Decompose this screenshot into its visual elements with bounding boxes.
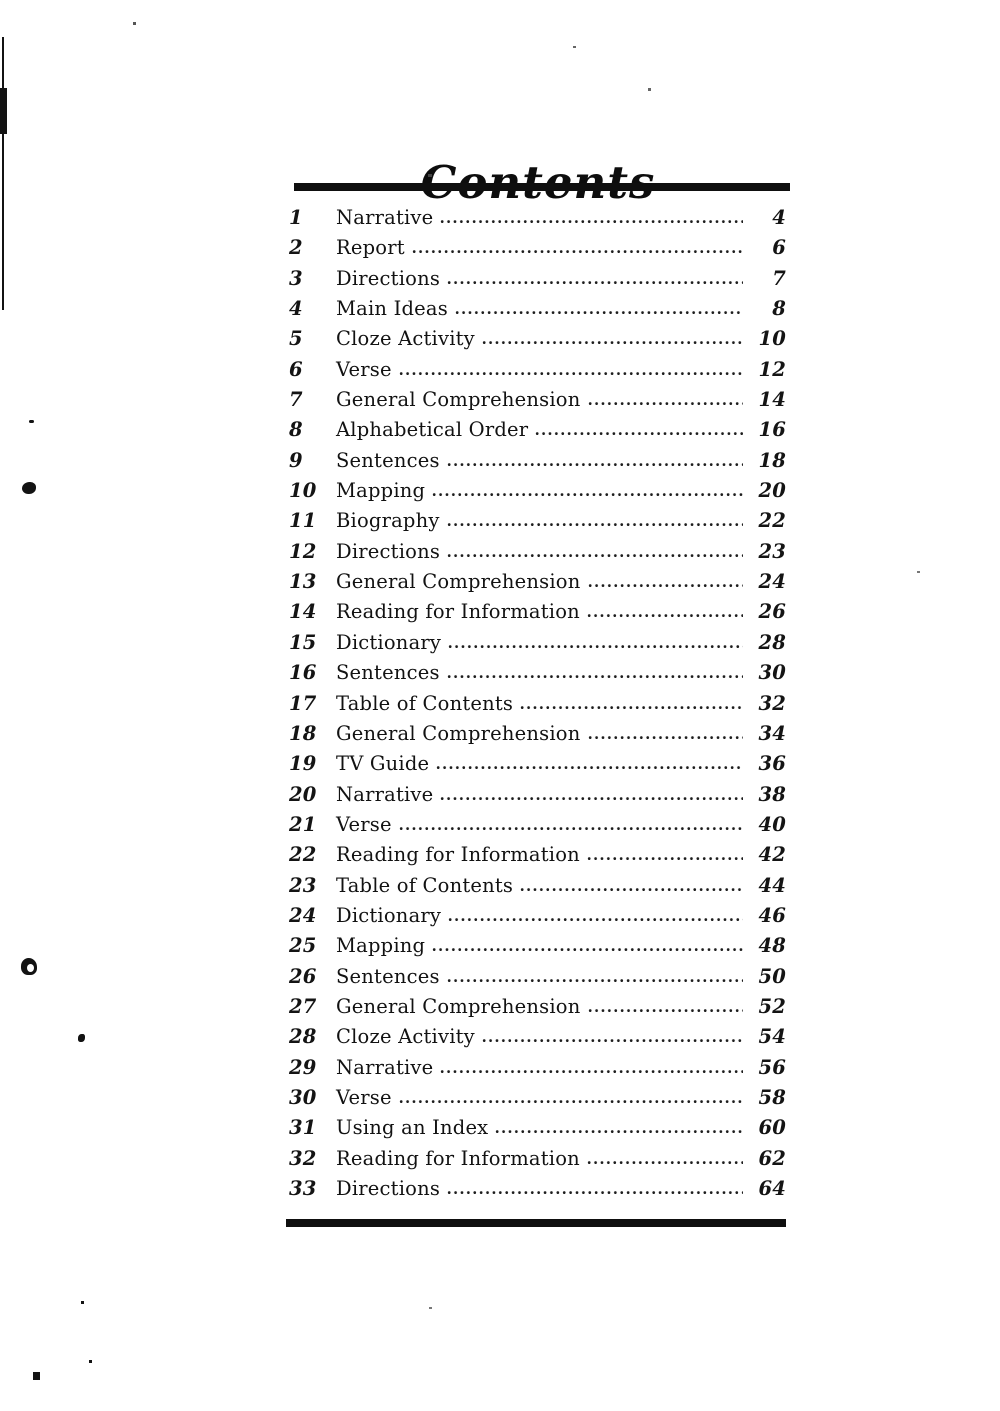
entry-title: General Comprehension [336,721,581,745]
ink-speck [33,1372,40,1380]
dot-leader [587,856,743,861]
dot-leader [432,492,743,497]
entry-page: 23 [758,539,786,563]
ink-speck [429,1307,432,1309]
entry-number: 20 [289,782,317,806]
entry-page: 20 [758,479,786,503]
entry-title: Cloze Activity [336,1025,475,1049]
entry-page: 38 [758,782,786,806]
toc-row [289,236,786,266]
toc-row [289,418,786,448]
entry-number: 21 [289,812,317,836]
entry-page: 26 [758,600,786,624]
entry-page: 4 [772,206,786,229]
dot-leader [399,371,743,376]
entry-title: Main Ideas [336,297,448,321]
toc-row [289,722,786,752]
entry-page: 64 [758,1177,786,1200]
entry-title: Reading for Information [336,1146,580,1170]
dot-leader [588,735,744,740]
toc-row [289,1056,786,1086]
toc-row [289,752,786,782]
ink-speck [78,1034,85,1042]
ink-speck [29,420,34,423]
entry-number: 16 [289,661,317,685]
toc-row [289,995,786,1025]
entry-page: 28 [758,630,786,654]
entry-title: Reading for Information [336,600,580,624]
dot-leader [447,1190,743,1195]
dot-leader [588,583,744,588]
dot-leader [535,431,743,436]
toc-row [289,813,786,843]
dot-leader [440,796,743,801]
entry-page: 10 [758,327,786,351]
entry-title: Verse [336,812,392,836]
entry-title: Sentences [336,448,440,472]
entry-number: 12 [289,539,317,563]
entry-number: 9 [289,448,303,472]
entry-page: 24 [758,570,786,594]
entry-number: 10 [289,479,317,503]
toc-row [289,206,786,236]
toc-row [289,1086,786,1116]
dot-leader [520,887,743,892]
toc-row [289,327,786,357]
toc-row [289,449,786,479]
scan-edge-line [2,37,4,310]
dot-leader [447,978,743,983]
entry-page: 62 [758,1146,786,1170]
entry-title: Directions [336,1177,441,1200]
toc-row [289,904,786,934]
toc-row [289,540,786,570]
entry-number: 15 [289,630,317,654]
entry-number: 7 [289,388,303,412]
dot-leader [495,1129,743,1134]
entry-page: 56 [758,1055,786,1079]
entry-number: 29 [289,1055,317,1079]
dot-leader [448,644,743,649]
entry-title: General Comprehension [336,994,581,1018]
entry-title: General Comprehension [336,388,581,412]
entry-page: 18 [758,448,786,472]
entry-number: 2 [289,236,303,260]
dot-leader [448,917,743,922]
dot-leader [447,462,743,467]
toc-row [289,843,786,873]
entry-title: TV Guide [336,752,430,776]
entry-page: 36 [758,752,786,776]
entry-page: 30 [758,661,786,685]
entry-number: 32 [289,1146,317,1170]
entry-title: Dictionary [336,903,442,927]
toc-row [289,509,786,539]
entry-title: Sentences [336,964,440,988]
entry-title: Narrative [336,1055,434,1079]
entry-page: 14 [758,388,786,412]
entry-title: Verse [336,357,392,381]
dot-leader [455,310,743,315]
entry-page: 46 [758,903,786,927]
dot-leader [447,522,743,527]
dot-leader [482,340,743,345]
entry-title: Directions [336,539,441,563]
ink-speck [81,1301,84,1304]
entry-title: Mapping [336,934,426,958]
dot-leader [520,705,743,710]
entry-number: 17 [289,691,317,715]
toc-row [289,267,786,297]
entry-title: Biography [336,509,440,533]
ink-speck [89,1360,92,1363]
entry-page: 8 [772,297,786,321]
entry-page: 22 [758,509,786,533]
entry-number: 30 [289,1085,317,1109]
entry-number: 25 [289,934,317,958]
dot-leader [432,947,743,952]
dot-leader [412,249,743,254]
entry-title: Alphabetical Order [336,418,529,442]
entry-title: Cloze Activity [336,327,475,351]
entry-number: 31 [289,1116,317,1140]
entry-number: 5 [289,327,303,351]
dot-leader [440,1069,743,1074]
entry-number: 22 [289,843,317,867]
dot-leader [588,1008,744,1013]
ink-blot [22,482,36,494]
entry-title: Table of Contents [336,873,514,897]
entry-page: 52 [758,994,786,1018]
toc-row [289,388,786,418]
toc-row [289,692,786,722]
entry-number: 33 [289,1177,317,1200]
entry-number: 13 [289,570,317,594]
entry-page: 44 [758,873,786,897]
entry-page: 40 [758,812,786,836]
entry-number: 26 [289,964,317,988]
toc-row [289,874,786,904]
top-rule [294,183,790,191]
toc-row [289,965,786,995]
toc-row [289,297,786,327]
dot-leader [447,280,743,285]
entry-number: 27 [289,994,317,1018]
toc-row [289,1025,786,1055]
ink-speck [133,22,136,25]
entry-number: 19 [289,752,317,776]
dot-leader [399,1099,743,1104]
entry-number: 24 [289,903,317,927]
entry-title: Narrative [336,206,434,229]
entry-page: 7 [772,266,786,290]
toc-list [289,206,786,1207]
toc-row [289,1147,786,1177]
entry-number: 14 [289,600,317,624]
toc-row [289,1116,786,1146]
entry-title: General Comprehension [336,570,581,594]
entry-number: 8 [289,418,303,442]
toc-row [289,783,786,813]
toc-row [289,934,786,964]
ink-speck [648,88,651,91]
entry-title: Mapping [336,479,426,503]
dot-leader [447,674,743,679]
bottom-rule [286,1219,786,1227]
toc-row [289,570,786,600]
dot-leader [587,613,743,618]
entry-title: Reading for Information [336,843,580,867]
entry-page: 58 [758,1085,786,1109]
entry-page: 48 [758,934,786,958]
dot-leader [440,219,743,224]
toc-row [289,358,786,388]
scan-edge-blob [0,88,7,134]
ink-speck [428,174,432,177]
ink-blot [21,958,37,975]
dot-leader [447,553,743,558]
ink-speck [917,571,920,573]
entry-number: 28 [289,1025,317,1049]
entry-title: Table of Contents [336,691,514,715]
toc-row [289,479,786,509]
dot-leader [588,401,744,406]
entry-number: 4 [289,297,303,321]
dot-leader [482,1038,743,1043]
entry-page: 32 [758,691,786,715]
entry-number: 6 [289,357,303,381]
entry-page: 50 [758,964,786,988]
toc-row [289,631,786,661]
dot-leader [436,765,743,770]
entry-title: Directions [336,266,441,290]
entry-title: Using an Index [336,1116,489,1140]
entry-title: Narrative [336,782,434,806]
entry-title: Dictionary [336,630,442,654]
entry-number: 11 [289,509,317,533]
entry-page: 54 [758,1025,786,1049]
toc-row [289,1177,786,1207]
toc-row [289,600,786,630]
entry-number: 18 [289,721,317,745]
ink-speck [573,46,576,48]
dot-leader [399,826,743,831]
entry-title: Sentences [336,661,440,685]
toc-row [289,661,786,691]
entry-page: 60 [758,1116,786,1140]
entry-page: 6 [772,236,786,260]
entry-number: 3 [289,266,303,290]
entry-number: 23 [289,873,317,897]
entry-page: 34 [758,721,786,745]
entry-title: Verse [336,1085,392,1109]
entry-page: 12 [758,357,786,381]
dot-leader [587,1160,743,1165]
entry-number: 1 [289,206,303,229]
entry-title: Report [336,236,405,260]
entry-page: 42 [758,843,786,867]
entry-page: 16 [758,418,786,442]
